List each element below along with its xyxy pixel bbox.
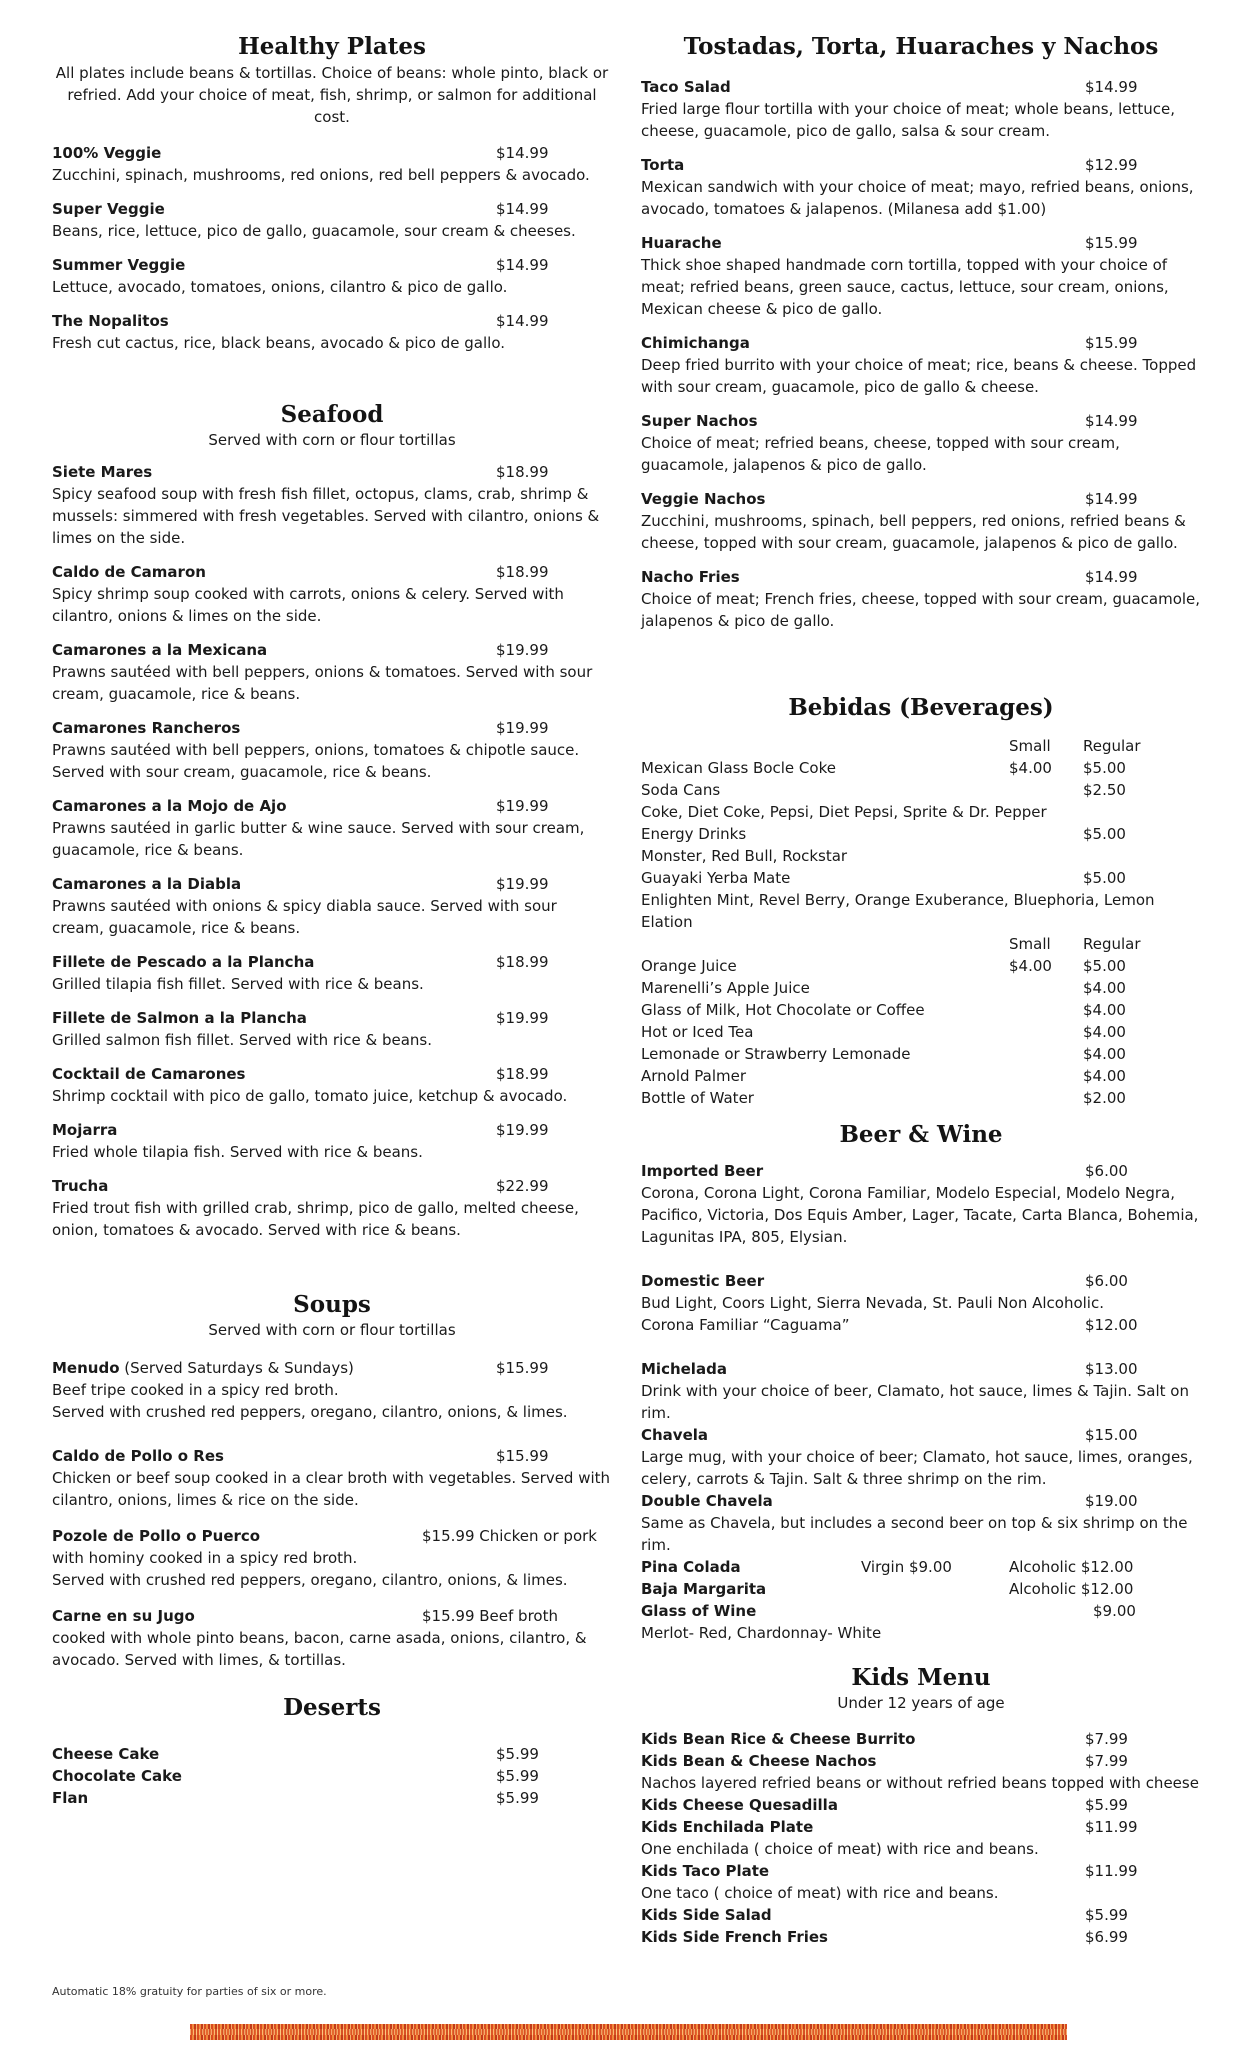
item-price: $14.99 — [1085, 412, 1138, 430]
item-name: Fillete de Salmon a la Plancha — [52, 1009, 307, 1027]
item-description: with hominy cooked in a spicy red broth. — [52, 1549, 358, 1567]
item-name: Fillete de Pescado a la Plancha — [52, 953, 315, 971]
section-title: Deserts — [283, 1694, 381, 1721]
bev-row-guayaki — [641, 867, 1201, 889]
item-name: Kids Enchilada Plate — [641, 1818, 814, 1836]
bev-row-orange-juice — [641, 955, 1201, 977]
item-name: Camarones a la Mexicana — [52, 641, 268, 659]
menu-item — [641, 566, 1201, 632]
bev-row — [641, 1021, 1201, 1043]
item-description: Shrimp cocktail with pico de gallo, tomato juice, ketchup & avocado. — [52, 1087, 568, 1105]
bev-regular-price: $4.00 — [1083, 1023, 1126, 1041]
bev-name: Guayaki Yerba Mate — [641, 869, 791, 887]
item-price: $15.99 — [496, 1447, 549, 1465]
menu-item-pozole — [52, 1525, 612, 1591]
item-name: Imported Beer — [641, 1162, 764, 1180]
item-description: Lettuce, avocado, tomatoes, onions, cilantro & pico de gallo. — [52, 278, 508, 296]
section-title: Beer & Wine — [839, 1121, 1003, 1148]
item-description: Fresh cut cactus, rice, black beans, avocado & pico de gallo. — [52, 334, 505, 352]
item-name: Trucha — [52, 1177, 109, 1195]
item-name: Super Nachos — [641, 412, 758, 430]
item-price: $12.99 — [1085, 156, 1138, 174]
section-title: Seafood — [280, 401, 384, 428]
item-name: Carne en su Jugo — [52, 1607, 195, 1625]
item-name: Camarones Rancheros — [52, 719, 241, 737]
item-price: $14.99 — [496, 256, 549, 274]
item-name: Chavela — [641, 1426, 709, 1444]
item-name: Veggie Nachos — [641, 490, 766, 508]
menu-item — [52, 639, 612, 705]
item-price: $14.99 — [1085, 490, 1138, 508]
section-title: Bebidas (Beverages) — [788, 694, 1054, 721]
menu-item — [641, 1816, 1201, 1860]
item-price: $15.99 — [1085, 234, 1138, 252]
item-description: Merlot- Red, Chardonnay- White — [641, 1624, 882, 1642]
item-description: Choice of meat; French fries, cheese, topped with sour cream, guacamole, jalapenos & pico de gallo. — [641, 590, 1201, 630]
section-subtitle: Under 12 years of age — [837, 1694, 1005, 1712]
item-name: Baja Margarita — [641, 1580, 767, 1598]
item-price: $19.99 — [496, 1009, 549, 1027]
item-description: Prawns sautéed with bell peppers, onions, tomatoes & chipotle sauce. Served with sour cream, guacamole, rice & beans. — [52, 741, 580, 781]
item-name: Glass of Wine — [641, 1602, 757, 1620]
item-alcoholic-price: Alcoholic $12.00 — [1009, 1558, 1134, 1576]
menu-item — [52, 1119, 612, 1163]
item-description: Thick shoe shaped handmade corn tortilla, topped with your choice of meat; refried beans, green sauce, cactus, lettuce, sour cream, onions, Mexican cheese & pico de gallo. — [641, 256, 1169, 318]
item-name: Cocktail de Camarones — [52, 1065, 246, 1083]
bev-row — [641, 977, 1201, 999]
item-description: Zucchini, mushrooms, spinach, bell peppers, red onions, refried beans & cheese, topped with sour cream, guacamole, jalapenos & pico de gallo. — [641, 512, 1186, 552]
item-name: Chocolate Cake — [52, 1767, 182, 1785]
item-price: $7.99 — [1085, 1752, 1128, 1770]
item-virgin-price: Virgin $9.00 — [861, 1558, 952, 1576]
menu-item — [641, 332, 1201, 398]
item-price: $18.99 — [496, 1065, 549, 1083]
bev-name: Soda Cans — [641, 781, 721, 799]
section-title: Kids Menu — [851, 1664, 991, 1691]
bev-name: Lemonade or Strawberry Lemonade — [641, 1045, 911, 1063]
item-name: Pina Colada — [641, 1558, 741, 1576]
item-description: Spicy shrimp soup cooked with carrots, onions & celery. Served with cilantro, onions & limes on the side. — [52, 585, 564, 625]
item-name: Camarones a la Diabla — [52, 875, 242, 893]
menu-item — [52, 1765, 612, 1787]
section-healthy-plates — [52, 32, 612, 366]
item-description: Served with crushed red peppers, oregano, cilantro, onions, & limes. — [52, 1403, 568, 1421]
section-tostadas — [641, 32, 1201, 644]
menu-item — [641, 1728, 1201, 1750]
section-bebidas — [641, 693, 1201, 1109]
menu-item-baja-margarita — [641, 1578, 1201, 1600]
bev-small-price: $4.00 — [1009, 759, 1052, 777]
item-alcoholic-price: Alcoholic $12.00 — [1009, 1580, 1134, 1598]
item-name: Kids Side French Fries — [641, 1928, 828, 1946]
bev-regular-price: $4.00 — [1083, 1067, 1126, 1085]
bev-regular-price: $2.50 — [1083, 781, 1126, 799]
item-price: $5.99 — [1085, 1796, 1128, 1814]
menu-item — [641, 1794, 1201, 1816]
section-title: Tostadas, Torta, Huaraches y Nachos — [683, 33, 1159, 60]
item-description: Fried large flour tortilla with your choice of meat; whole beans, lettuce, cheese, guacamole, pico de gallo, salsa & sour cream. — [641, 100, 1176, 140]
menu-item-carne-en-su-jugo — [52, 1605, 612, 1671]
item-price: $22.99 — [496, 1177, 549, 1195]
menu-item-imported-beer — [641, 1160, 1201, 1248]
menu-item-double-chavela — [641, 1490, 1201, 1556]
item-price: $5.99 — [496, 1789, 539, 1807]
menu-item — [52, 561, 612, 627]
bev-row-mexican-coke — [641, 757, 1201, 779]
decorative-stripe-border — [190, 2024, 1067, 2040]
item-description: Served with crushed red peppers, oregano, cilantro, onions, & limes. — [52, 1571, 568, 1589]
item-price: $15.99 Beef broth — [422, 1607, 558, 1625]
tostadas-items-list — [641, 76, 1201, 632]
item-price: $18.99 — [496, 463, 549, 481]
gratuity-note: Automatic 18% gratuity for parties of six or more. — [52, 1985, 327, 1998]
bev-row — [641, 999, 1201, 1021]
item-name: Summer Veggie — [52, 256, 186, 274]
menu-item — [52, 873, 612, 939]
item-name: Super Veggie — [52, 200, 165, 218]
menu-item — [52, 795, 612, 861]
item-description: Prawns sautéed with bell peppers, onions & tomatoes. Served with sour cream, guacamole, rice & beans. — [52, 663, 593, 703]
item-description: Large mug, with your choice of beer; Clamato, hot sauce, limes, oranges, celery, carrots & Tajin. Salt & three shrimp on the rim. — [641, 1448, 1193, 1488]
item-description: Bud Light, Coors Light, Sierra Nevada, St. Pauli Non Alcoholic. — [641, 1294, 1104, 1312]
item-price: $13.00 — [1085, 1360, 1138, 1378]
item-price: $12.00 — [1085, 1316, 1138, 1334]
menu-item-glass-of-wine — [641, 1600, 1201, 1622]
menu-item-michelada — [641, 1358, 1201, 1424]
bev-regular-price: $5.00 — [1083, 957, 1126, 975]
item-name: Double Chavela — [641, 1492, 773, 1510]
item-price: $15.00 — [1085, 1426, 1138, 1444]
section-title: Healthy Plates — [238, 33, 426, 60]
bev-description: Enlighten Mint, Revel Berry, Orange Exuberance, Bluephoria, Lemon Elation — [641, 891, 1155, 931]
bev-regular-price: $5.00 — [1083, 825, 1126, 843]
item-name: Caldo de Camaron — [52, 563, 206, 581]
menu-item — [641, 1860, 1201, 1904]
bev-regular-price: $5.00 — [1083, 759, 1126, 777]
item-name: Kids Taco Plate — [641, 1862, 770, 1880]
menu-item — [641, 1750, 1201, 1794]
bev-row — [641, 1087, 1201, 1109]
section-subtitle: Served with corn or flour tortillas — [208, 1321, 456, 1339]
bev-row-energy — [641, 823, 1201, 845]
item-description: cooked with whole pinto beans, bacon, carne asada, onions, cilantro, & avocado. Served with limes, & tortillas. — [52, 1629, 587, 1669]
item-name: The Nopalitos — [52, 312, 169, 330]
item-name: Cheese Cake — [52, 1745, 160, 1763]
bev-regular-price: $4.00 — [1083, 1045, 1126, 1063]
section-kids-menu — [641, 1663, 1201, 1948]
col-small-label: Small — [1009, 935, 1051, 953]
item-price: $5.99 — [1085, 1906, 1128, 1924]
menu-item — [52, 461, 612, 549]
item-name: Huarache — [641, 234, 722, 252]
col-regular-label: Regular — [1083, 935, 1141, 953]
bev-row — [641, 1065, 1201, 1087]
item-name: Kids Cheese Quesadilla — [641, 1796, 838, 1814]
section-seafood — [52, 400, 612, 1253]
item-price: $6.00 — [1085, 1162, 1128, 1180]
item-description: Zucchini, spinach, mushrooms, red onions, red bell peppers & avocado. — [52, 166, 590, 184]
item-description: Fried whole tilapia fish. Served with rice & beans. — [52, 1143, 423, 1161]
item-description: Prawns sautéed with onions & spicy diabla sauce. Served with sour cream, guacamole, rice & beans. — [52, 897, 557, 937]
item-name: Menudo (Served Saturdays & Sundays) — [52, 1359, 354, 1377]
menu-item — [52, 254, 612, 298]
bev-regular-price: $5.00 — [1083, 869, 1126, 887]
item-price: $9.00 — [1093, 1602, 1136, 1620]
item-description: Beans, rice, lettuce, pico de gallo, guacamole, sour cream & cheeses. — [52, 222, 576, 240]
item-description: Same as Chavela, but includes a second beer on top & six shrimp on the rim. — [641, 1514, 1188, 1554]
item-price: $15.99 — [1085, 334, 1138, 352]
bev-small-price: $4.00 — [1009, 957, 1052, 975]
item-description: Grilled salmon fish fillet. Served with rice & beans. — [52, 1031, 432, 1049]
menu-item — [52, 1787, 612, 1809]
item-price: $11.99 — [1085, 1818, 1138, 1836]
item-price: $5.99 — [496, 1745, 539, 1763]
menu-item — [52, 198, 612, 242]
menu-item — [52, 310, 612, 354]
col-regular-label: Regular — [1083, 737, 1141, 755]
item-description: Mexican sandwich with your choice of meat; mayo, refried beans, onions, avocado, tomatoes & jalapenos. (Milanesa add $1.00) — [641, 178, 1194, 218]
item-price: $14.99 — [1085, 78, 1138, 96]
bev-regular-price: $2.00 — [1083, 1089, 1126, 1107]
menu-item — [641, 410, 1201, 476]
item-price: $19.99 — [496, 797, 549, 815]
item-description: Nachos layered refried beans or without refried beans topped with cheese — [641, 1774, 1199, 1792]
item-price: $19.99 — [496, 1121, 549, 1139]
healthy-items-list — [52, 142, 612, 354]
item-description: Prawns sautéed in garlic butter & wine sauce. Served with sour cream, guacamole, rice & beans. — [52, 819, 585, 859]
item-name: Pozole de Pollo o Puerco — [52, 1527, 261, 1545]
item-description: One taco ( choice of meat) with rice and beans. — [641, 1884, 999, 1902]
item-name: Nacho Fries — [641, 568, 740, 586]
item-description: Beef tripe cooked in a spicy red broth. — [52, 1381, 339, 1399]
bev-header-row-2 — [641, 933, 1201, 955]
item-name: Kids Side Salad — [641, 1906, 772, 1924]
menu-item — [52, 1743, 612, 1765]
menu-item — [641, 1926, 1201, 1948]
menu-item — [641, 232, 1201, 320]
bev-row-soda — [641, 779, 1201, 801]
item-description: Corona, Corona Light, Corona Familiar, Modelo Especial, Modelo Negra, Pacifico, Victoria, Dos Equis Amber, Lager, Tacate, Carta Blanca, Bohemia, Lagunitas IPA, 805, Elysian. — [641, 1184, 1199, 1246]
item-price: $18.99 — [496, 563, 549, 581]
item-price: $6.00 — [1085, 1272, 1128, 1290]
item-name: Taco Salad — [641, 78, 731, 96]
item-description: Chicken or beef soup cooked in a clear broth with vegetables. Served with cilantro, onions, limes & rice on the side. — [52, 1469, 611, 1509]
item-price: $14.99 — [1085, 568, 1138, 586]
menu-item — [641, 1904, 1201, 1926]
bev-description: Coke, Diet Coke, Pepsi, Diet Pepsi, Sprite & Dr. Pepper — [641, 803, 1047, 821]
item-description: Deep fried burrito with your choice of meat; rice, beans & cheese. Topped with sour cream, guacamole, pico de gallo & cheese. — [641, 356, 1197, 396]
section-title: Soups — [293, 1291, 371, 1318]
item-price: $18.99 — [496, 953, 549, 971]
bev-header-row — [641, 735, 1201, 757]
bev-row — [641, 1043, 1201, 1065]
item-name: Domestic Beer — [641, 1272, 765, 1290]
bev-name: Orange Juice — [641, 957, 737, 975]
menu-item — [52, 1007, 612, 1051]
bev-name: Glass of Milk, Hot Chocolate or Coffee — [641, 1001, 925, 1019]
menu-item-chavela — [641, 1424, 1201, 1490]
menu-item-domestic-beer — [641, 1270, 1201, 1336]
menu-item-caldo-de-pollo — [52, 1445, 612, 1511]
item-name: Mojarra — [52, 1121, 118, 1139]
item-name: 100% Veggie — [52, 144, 162, 162]
item-name: Kids Bean & Cheese Nachos — [641, 1752, 877, 1770]
menu-item — [52, 142, 612, 186]
bev-name: Arnold Palmer — [641, 1067, 747, 1085]
bev-name: Mexican Glass Bocle Coke — [641, 759, 836, 777]
item-description: Fried trout fish with grilled crab, shrimp, pico de gallo, melted cheese, onion, tomatoes & avocado. Served with rice & beans. — [52, 1199, 579, 1239]
item-price: $15.99 — [496, 1359, 549, 1377]
item-name: Caldo de Pollo o Res — [52, 1447, 224, 1465]
menu-item — [641, 154, 1201, 220]
item-name: Camarones a la Mojo de Ajo — [52, 797, 287, 815]
menu-item-menudo — [52, 1357, 612, 1423]
item-name: Torta — [641, 156, 685, 174]
item-description: Choice of meat; refried beans, cheese, topped with sour cream, guacamole, jalapenos & pico de gallo. — [641, 434, 1120, 474]
menu-item — [52, 717, 612, 783]
seafood-items-list — [52, 461, 612, 1241]
bev-others-list — [641, 977, 1201, 1109]
item-price: $19.99 — [496, 875, 549, 893]
menu-item — [641, 76, 1201, 142]
item-price: $7.99 — [1085, 1730, 1128, 1748]
item-price: $14.99 — [496, 144, 549, 162]
item-name: Chimichanga — [641, 334, 750, 352]
item-name: Siete Mares — [52, 463, 153, 481]
menu-item — [52, 1175, 612, 1241]
section-beer-wine — [641, 1120, 1201, 1644]
bev-name: Bottle of Water — [641, 1089, 754, 1107]
col-small-label: Small — [1009, 737, 1051, 755]
item-description: Spicy seafood soup with fresh fish fillet, octopus, clams, crab, shrimp & mussels: simmered with fresh vegetables. Served with cilantro, onions & limes on the side. — [52, 485, 600, 547]
item-name: Flan — [52, 1789, 89, 1807]
item-description: One enchilada ( choice of meat) with rice and beans. — [641, 1840, 1039, 1858]
item-price: $14.99 — [496, 312, 549, 330]
section-soups — [52, 1290, 612, 1683]
bev-regular-price: $4.00 — [1083, 1001, 1126, 1019]
item-name: Kids Bean Rice & Cheese Burrito — [641, 1730, 916, 1748]
section-deserts — [52, 1693, 612, 1809]
item-price: $6.99 — [1085, 1928, 1128, 1946]
desert-items-list — [52, 1743, 612, 1809]
item-price: $11.99 — [1085, 1862, 1138, 1880]
menu-item — [52, 951, 612, 995]
item-description: Drink with your choice of beer, Clamato, hot sauce, limes & Tajin. Salt on rim. — [641, 1382, 1189, 1422]
item-price: $19.99 — [496, 641, 549, 659]
menu-item — [641, 488, 1201, 554]
item-price: $19.99 — [496, 719, 549, 737]
menu-item-pina-colada — [641, 1556, 1201, 1578]
section-subtitle: Served with corn or flour tortillas — [208, 431, 456, 449]
bev-description: Monster, Red Bull, Rockstar — [641, 847, 848, 865]
bev-name: Energy Drinks — [641, 825, 747, 843]
kids-items-list — [641, 1728, 1201, 1948]
menu-item — [52, 1063, 612, 1107]
item-name: Michelada — [641, 1360, 727, 1378]
section-subtitle: All plates include beans & tortillas. Choice of beans: whole pinto, black or refried. Add your choice of meat, fish, shrimp, or salmon for additional cost. — [55, 64, 609, 126]
bev-name: Hot or Iced Tea — [641, 1023, 754, 1041]
item-description: Grilled tilapia fish fillet. Served with rice & beans. — [52, 975, 424, 993]
item-price: $5.99 — [496, 1767, 539, 1785]
item-price: $15.99 Chicken or pork — [422, 1527, 597, 1545]
bev-name: Marenelli’s Apple Juice — [641, 979, 810, 997]
item-name: Corona Familiar “Caguama” — [641, 1316, 850, 1334]
bev-regular-price: $4.00 — [1083, 979, 1126, 997]
item-price: $19.00 — [1085, 1492, 1138, 1510]
item-price: $14.99 — [496, 200, 549, 218]
